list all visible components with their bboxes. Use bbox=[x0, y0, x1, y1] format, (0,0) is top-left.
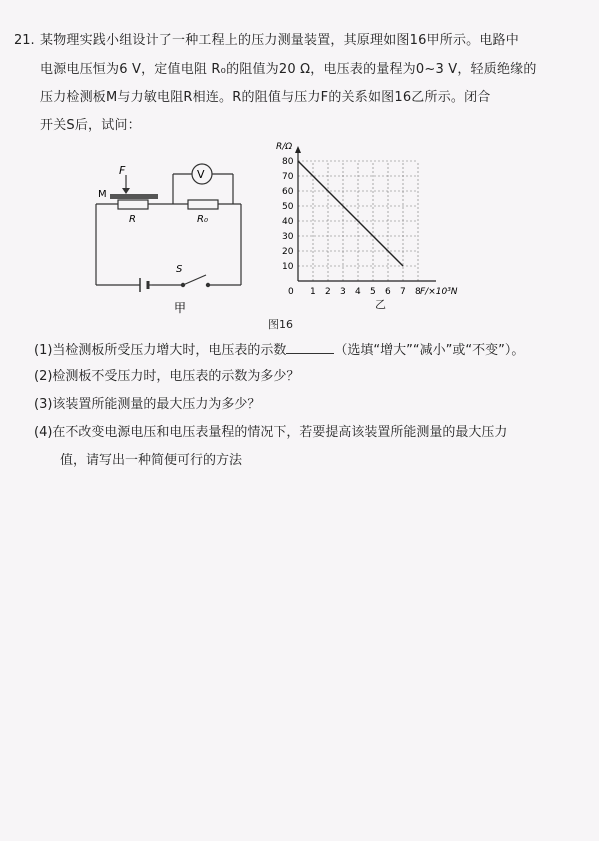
subquestion-4: (4)在不改变电源电压和电压表量程的情况下，若要提高该装置所能测量的最大压力 bbox=[34, 425, 508, 440]
question-line-3: 压力检测板M与力敏电阻R相连。R的阻值与压力F的关系如图16乙所示。闭合 bbox=[40, 90, 491, 105]
x-tick-label: 6 bbox=[385, 287, 391, 297]
resistor-r0 bbox=[188, 200, 218, 209]
y-tick-label: 20 bbox=[282, 247, 294, 257]
graph-caption: 乙 bbox=[375, 298, 386, 311]
question-line-1: 某物理实践小组设计了一种工程上的压力测量装置，其原理如图16甲所示。电路中 bbox=[40, 33, 519, 48]
y-tick-label: 80 bbox=[282, 157, 294, 167]
resistor-r bbox=[118, 200, 148, 209]
subquestion-1: (1)当检测板所受压力增大时，电压表的示数 （选填“增大”“减小”或“不变”）。 bbox=[34, 343, 525, 358]
y-tick-label: 40 bbox=[282, 217, 294, 227]
label-v: V bbox=[197, 168, 205, 181]
x-tick-label: 0 bbox=[288, 287, 294, 297]
subquestion-2: (2)检测板不受压力时，电压表的示数为多少？ bbox=[34, 369, 300, 384]
circuit-caption: 甲 bbox=[174, 301, 187, 315]
question-number: 21. bbox=[14, 33, 35, 48]
x-tick-label: 2 bbox=[325, 287, 331, 297]
x-tick-label: 1 bbox=[310, 287, 316, 297]
subquestion-4-cont: 值，请写出一种简便可行的方法 bbox=[60, 453, 243, 468]
y-axis-arrow bbox=[295, 146, 301, 153]
question-line-4: 开关S后，试问： bbox=[40, 118, 141, 133]
y-tick-label: 50 bbox=[282, 202, 294, 212]
force-arrow bbox=[122, 188, 130, 194]
resistance-force-graph bbox=[268, 140, 518, 310]
y-tick-label: 10 bbox=[282, 262, 294, 272]
label-f: F bbox=[119, 164, 126, 177]
subquestion-3: (3)该装置所能测量的最大压力为多少？ bbox=[34, 397, 261, 412]
x-tick-label: 8 bbox=[415, 287, 421, 297]
pressure-plate-m bbox=[110, 194, 158, 199]
y-tick-label: 30 bbox=[282, 232, 294, 242]
x-axis-label: F/×10³N bbox=[420, 287, 458, 297]
switch-blade bbox=[183, 275, 206, 285]
x-tick-label: 4 bbox=[355, 287, 361, 297]
question-line-2: 电源电压恒为6 V，定值电阻 R₀的阻值为20 Ω，电压表的量程为0~3 V，轻质绝缘的 bbox=[40, 62, 537, 77]
label-m: M bbox=[98, 189, 107, 200]
series-line bbox=[298, 161, 403, 266]
y-tick-label: 60 bbox=[282, 187, 294, 197]
answer-blank[interactable] bbox=[286, 341, 334, 354]
y-tick-label: 70 bbox=[282, 172, 294, 182]
label-r: R bbox=[129, 214, 136, 225]
label-r0: R₀ bbox=[197, 214, 208, 225]
x-tick-label: 7 bbox=[400, 287, 406, 297]
figure-label: 图16 bbox=[268, 318, 293, 331]
label-s: S bbox=[176, 264, 183, 275]
x-tick-label: 3 bbox=[340, 287, 346, 297]
circuit-diagram bbox=[88, 160, 268, 320]
y-axis-label: R/Ω bbox=[276, 142, 293, 152]
x-tick-label: 5 bbox=[370, 287, 376, 297]
